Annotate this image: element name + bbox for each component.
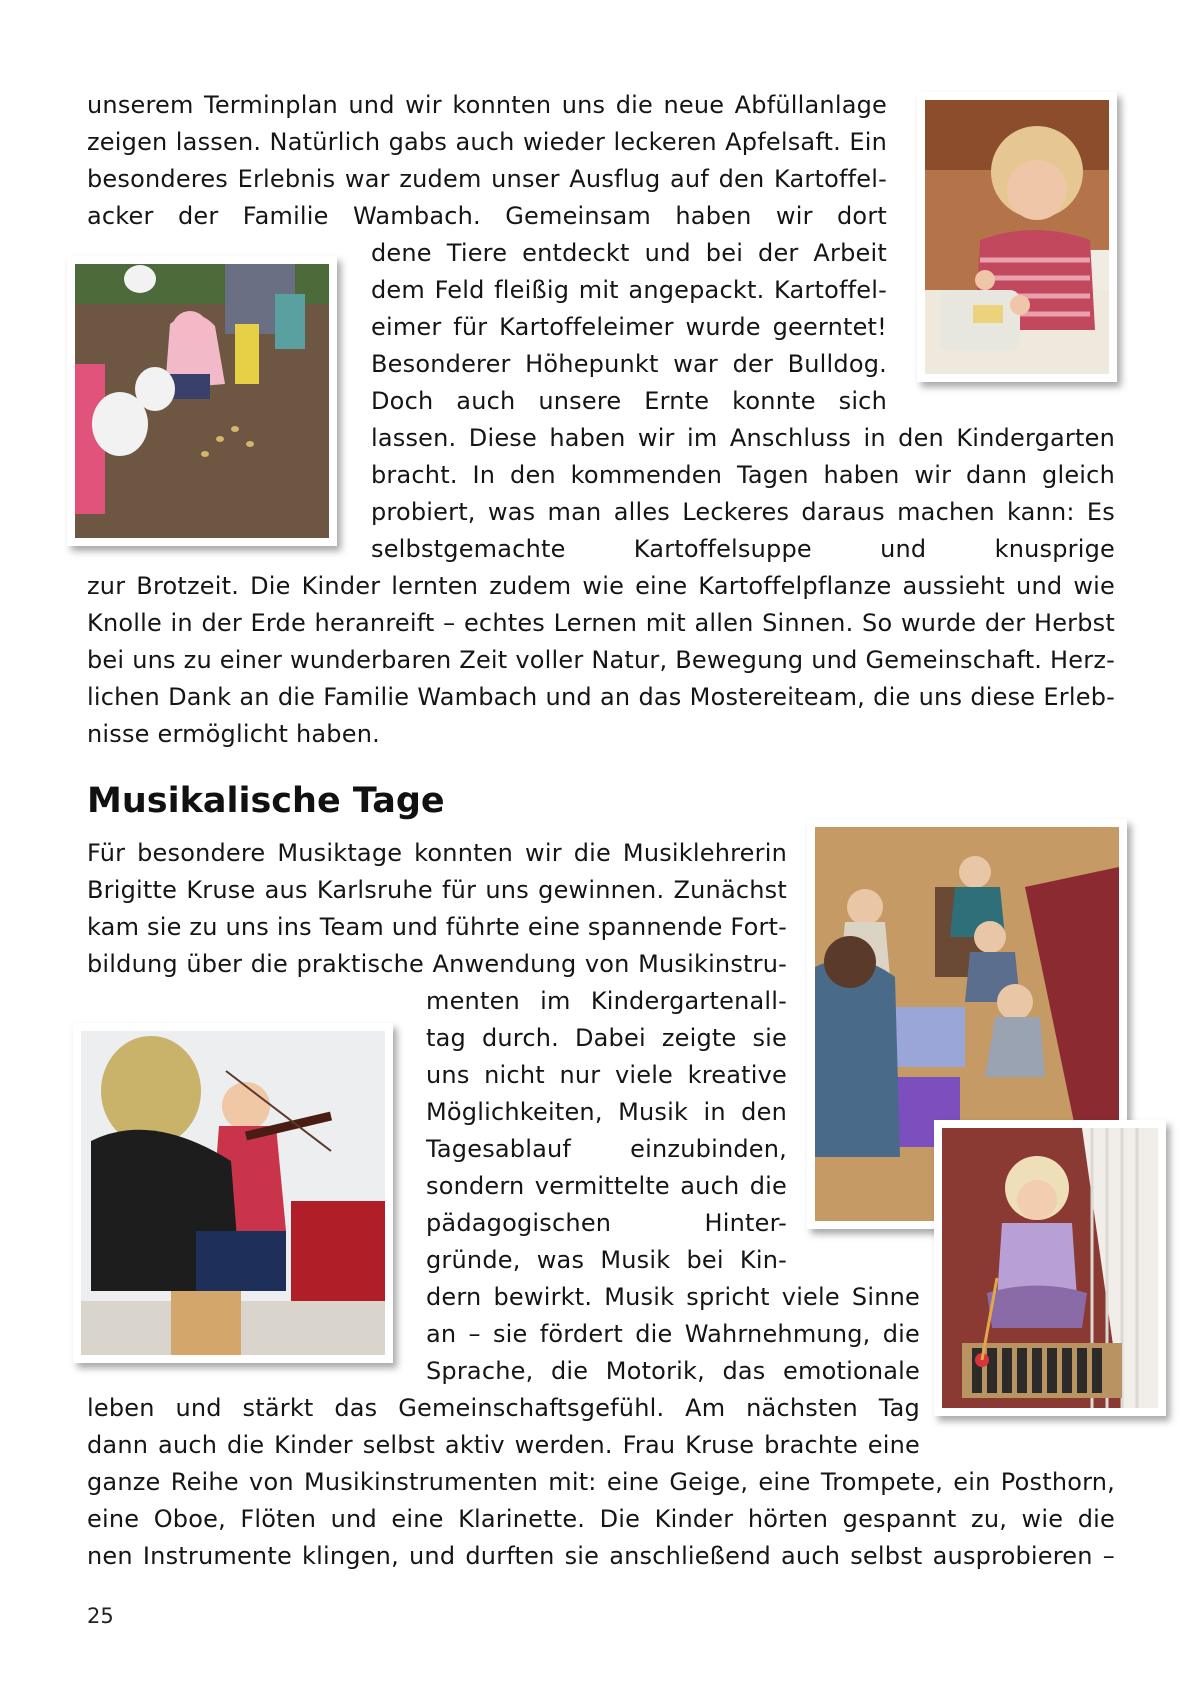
text-line: gründe, was Musik bei Kin- (426, 1246, 787, 1274)
text-line: tag durch. Dabei zeigte sie (426, 1024, 787, 1052)
text-line: probiert, was man alles Leckeres daraus machen kann: Es (371, 498, 1115, 526)
photo-violin-lesson (73, 1023, 393, 1363)
text-line: sondern vermittelte auch die (426, 1172, 787, 1200)
text-line: nisse ermöglicht haben. (87, 720, 380, 748)
text-line: Brigitte Kruse aus Karlsruhe für uns gewinnen. Zunächst (87, 876, 787, 904)
photo-child-cutting (917, 92, 1117, 382)
photo-child-xylophone-image (942, 1128, 1158, 1408)
text-line: menten im Kindergartenall- (426, 987, 787, 1015)
text-line: bildung über die praktische Anwendung von Musikinstru- (87, 950, 787, 978)
photo-violin-lesson-image (81, 1031, 385, 1355)
text-line: Für besondere Musiktage konnten wir die Musiklehrerin (87, 839, 787, 867)
text-line: zur Brotzeit. Die Kinder lernten zudem wie eine Kartoffelpflanze aussieht und wie (87, 572, 1115, 600)
text-line: kam sie zu uns ins Team und führte eine spannende Fort- (87, 913, 787, 941)
text-line: pädagogischen Hinter- (426, 1209, 787, 1237)
text-line: acker der Familie Wambach. Gemeinsam haben wir dort (87, 202, 887, 230)
text-line: unserem Terminplan und wir konnten uns die neue Abfüllanlage (87, 91, 887, 119)
text-line: eine Oboe, Flöten und eine Klarinette. Die Kinder hörten gespannt zu, wie die (87, 1505, 1115, 1533)
text-line: dern bewirkt. Musik spricht viele Sinne (426, 1283, 920, 1311)
text-line: dene Tiere entdeckt und bei der Arbeit (371, 239, 887, 267)
text-line: Doch auch unsere Ernte konnte sich (371, 387, 887, 415)
text-line: nen Instrumente klingen, und durften sie anschließend auch selbst ausprobieren – (87, 1542, 1115, 1570)
text-line: leben und stärkt das Gemeinschaftsgefühl. Am nächsten Tag (87, 1394, 920, 1422)
photo-potato-field-image (75, 264, 329, 538)
text-line: Tagesablauf einzubinden, (426, 1135, 787, 1163)
text-line: Besonderer Höhepunkt war der Bulldog. (371, 350, 887, 378)
text-line: besonderes Erlebnis war zudem unser Ausflug auf den Kartoffel- (87, 165, 887, 193)
page-number: 25 (87, 1604, 114, 1628)
text-line: eimer für Kartoffeleimer wurde geerntet! (371, 313, 887, 341)
text-line: bei uns zu einer wunderbaren Zeit voller Natur, Bewegung und Gemeinschaft. Herz- (87, 646, 1115, 674)
text-line: uns nicht nur viele kreative (426, 1061, 787, 1089)
text-line: dem Feld fleißig mit angepackt. Kartoffel- (371, 276, 887, 304)
text-line: lichen Dank an die Familie Wambach und an das Mostereiteam, die uns diese Erleb- (87, 683, 1115, 711)
text-line: Sprache, die Motorik, das emotionale (426, 1357, 920, 1385)
photo-child-cutting-image (925, 100, 1109, 374)
text-line: an – sie fördert die Wahrnehmung, die (426, 1320, 920, 1348)
photo-potato-field (67, 256, 337, 546)
photo-child-xylophone (934, 1120, 1166, 1416)
text-line: lassen. Diese haben wir im Anschluss in den Kindergarten (371, 424, 1115, 452)
text-line: bracht. In den kommenden Tagen haben wir dann gleich (371, 461, 1115, 489)
text-line: zeigen lassen. Natürlich gabs auch wieder leckeren Apfelsaft. Ein (87, 128, 887, 156)
text-line: Knolle in der Erde heranreift – echtes Lernen mit allen Sinnen. So wurde der Herbst (87, 609, 1115, 637)
text-line: Möglichkeiten, Musik in den (426, 1098, 787, 1126)
text-line: dann auch die Kinder selbst aktiv werden. Frau Kruse brachte eine (87, 1431, 920, 1459)
section-heading: Musikalische Tage (87, 781, 445, 821)
text-line: selbstgemachte Kartoffelsuppe und knusprige (371, 535, 1115, 563)
text-line: ganze Reihe von Musikinstrumenten mit: eine Geige, eine Trompete, ein Posthorn, (87, 1468, 1115, 1496)
